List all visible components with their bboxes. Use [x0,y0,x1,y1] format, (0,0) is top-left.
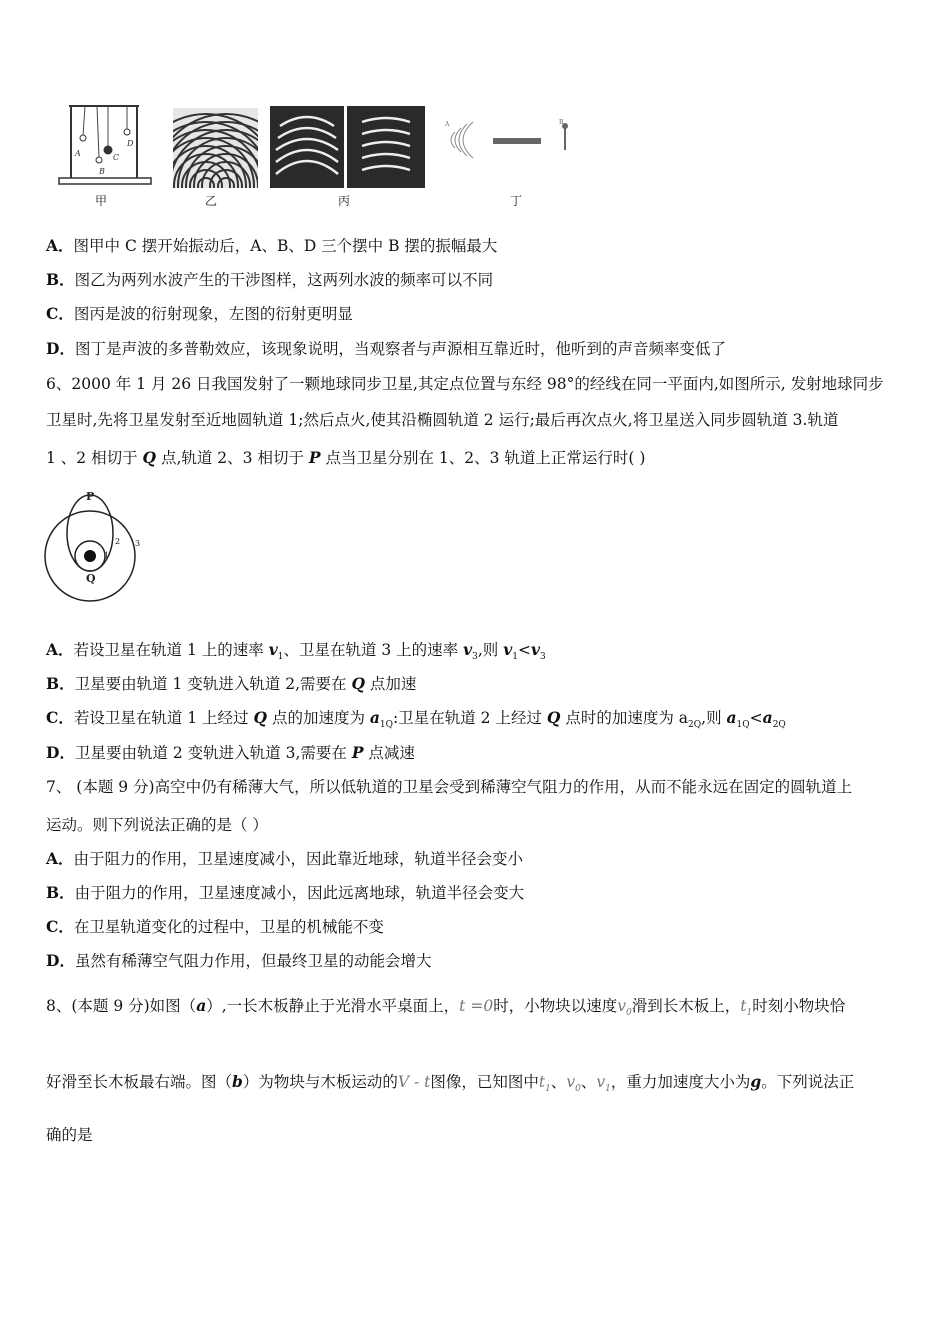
q7-option-c [46,917,384,937]
q5-option-d-text: 图丁是声波的多普勒效应，该现象说明，当观察者与声源相互靠近时，他听到的声音频率变低了 [74,340,726,358]
q8-v0: v [617,997,626,1015]
q6-option-b-text2: 点加速 [364,675,417,693]
q5-option-c-text: 图丙是波的衍射现象，左图的衍射更明显 [73,305,353,323]
caption-yi: 乙 [205,194,218,208]
q7-option-d [46,951,431,971]
q8-known-v0: v [566,1073,576,1091]
q6-option-a-text1: 若设卫星在轨道 1 上的速率 [73,641,269,659]
q8-g: g [750,1072,762,1091]
q8-l1e: 时刻小物块恰 [752,997,846,1015]
q5-option-b-label: B． [46,270,75,289]
doppler-figure [443,118,588,178]
pendulum-label-a: A [75,149,81,158]
orbit-label-1: 1 [104,551,110,560]
orbit-label-3: 3 [135,539,141,548]
q6-option-c-a2-sub: 2Q [688,720,702,731]
caption-jia: 甲 [95,194,108,208]
q7-option-c-label: C． [46,917,74,936]
q6-option-a-v1: v [268,640,278,659]
q6-option-c-q: Q [253,708,268,727]
q6-option-c-text4: 点时的加速度为 a [560,709,689,727]
q6-option-a-cmp-v1-sub: 1 [512,652,518,663]
figure-row [55,100,615,212]
q8-t0: t =0 [459,997,494,1015]
q7-option-d-label: D． [46,951,75,970]
pendulum-label-d: D [127,139,134,148]
q8-l2d: ，重力加速度大小为 [610,1073,751,1091]
q6-option-c-text1: 若设卫星在轨道 1 上经过 [73,709,254,727]
q5-option-c-label: C． [46,304,74,323]
q6-option-c-q2: Q [546,708,561,727]
q6-option-a-v3-sub: 3 [472,652,478,663]
q6-option-a-cmp-v3: v [530,640,540,659]
q6-point-q: Q [142,448,157,467]
q5-option-c [46,304,353,324]
diffraction-figure [270,106,425,188]
q6-option-c-cmp-a1: a [726,708,737,727]
q8-l1c: 时，小物块以速度 [493,997,618,1015]
caption-bing: 丙 [338,194,351,208]
q6-option-c-label: C． [46,708,74,727]
doppler-label-b: B [559,119,564,126]
q8-known-v1: v [596,1073,606,1091]
q6-option-a-text2: 、卫星在轨道 3 上的速率 [283,641,464,659]
q6-option-c-a1-sub: 1Q [379,720,394,731]
q7-option-a-label: A． [46,849,74,868]
q7-option-d-text: 虽然有稀薄空气阻力作用，但最终卫星的动能会增大 [74,952,432,970]
q6-line3-c: 点当卫星分别在 1、2、3 轨道上正常运行时( ) [320,449,646,467]
caption-ding: 丁 [510,194,523,208]
interference-figure [173,108,258,188]
orbit-diagram [42,486,152,611]
q6-stem-line3 [46,448,645,468]
q6-option-a-lt: < [517,641,531,659]
orbit-label-q: Q [86,572,96,585]
q7-option-b [46,883,524,903]
q6-option-c-text5: ,则 [701,709,727,727]
q6-option-c [46,708,786,735]
pendulum-figure [55,100,155,195]
q6-option-d-label: D． [46,743,75,762]
q6-option-d [46,743,415,763]
q6-line3-b: 点,轨道 2、3 相切于 [156,449,309,467]
doppler-label-a: A [445,121,450,128]
q6-option-b-label: B． [46,674,75,693]
q6-option-b [46,674,416,694]
q8-known-t1-sub: 1 [545,1084,551,1095]
q5-option-a-text: 图甲中 C 摆开始振动后，A、B、D 三个摆中 B 摆的振幅最大 [73,237,498,255]
q8-t1-sub: 1 [746,1008,753,1019]
q5-option-a-label: A． [46,236,74,255]
q6-option-c-cmp-a2-sub: 2Q [772,720,786,731]
q8-fig-b: b [232,1072,243,1091]
q8-known-t1: t [538,1073,546,1091]
q6-option-d-text2: 点减速 [363,744,415,762]
q6-option-c-cmp-a2: a [762,708,773,727]
q6-option-a-v1-sub: 1 [277,652,284,663]
q8-stem-line3: 确的是 [46,1126,93,1144]
q6-option-a-v3: v [463,640,473,659]
q8-l2a: 好滑至长木板最右端。图（ [46,1073,233,1091]
q6-line3-a: 1 、2 相切于 [46,449,143,467]
q7-option-a [46,849,523,869]
q8-t1: t [740,997,747,1015]
q6-option-c-cmp-a1-sub: 1Q [736,720,750,731]
q6-option-d-p: P [351,743,364,762]
q8-vt: V - t [397,1073,431,1091]
q8-l2e: 。下列说法正 [761,1073,855,1091]
orbit-label-p: P [86,490,95,503]
q8-sep2: 、 [580,1073,597,1091]
q5-option-a [46,236,497,256]
q6-option-d-text1: 卫星要由轨道 2 变轨进入轨道 3,需要在 [74,744,352,762]
q6-option-a-label: A． [46,640,74,659]
q5-option-d-label: D． [46,339,75,358]
q6-option-a-text3: ,则 [477,641,504,659]
q5-option-d [46,339,726,359]
q6-stem-line2: 卫星时,先将卫星发射至近地圆轨道 1;然后点火,使其沿椭圆轨道 2 运行;最后再次点火,将卫星送入同步圆轨道 3.轨道 [46,411,839,429]
q8-v0-sub: 0 [625,1008,632,1019]
q8-fig-a: a [196,996,207,1015]
orbit-label-2: 2 [115,537,121,546]
q8-known-v1-sub: 1 [605,1084,611,1095]
q8-l1b: ）,一长木板静止于光滑水平桌面上， [206,997,460,1015]
q5-option-b [46,270,493,290]
q8-known-v0-sub: 0 [575,1084,581,1095]
q8-stem-line1 [46,996,845,1023]
q7-stem-line1: 7、 (本题 9 分)高空中仍有稀薄大气，所以低轨道的卫星会受到稀薄空气阻力的作用，从而不能永远在固定的圆轨道上 [46,778,853,796]
q7-option-b-text: 由于阻力的作用，卫星速度减小，因此远离地球，轨道半径会变大 [74,884,525,902]
q6-option-c-a1: a [369,708,380,727]
q8-l2b: ）为物块与木板运动的 [242,1073,398,1091]
q6-option-a-cmp-v1: v [503,640,513,659]
q8-l1d: 滑到长木板上， [631,997,741,1015]
q6-option-b-q: Q [351,674,365,693]
q6-option-c-text2: 点的加速度为 [267,709,370,727]
q5-option-b-text: 图乙为两列水波产生的干涉图样，这两列水波的频率可以不同 [74,271,494,289]
q7-stem-line2: 运动。则下列说法正确的是（ ） [46,816,268,834]
q6-point-p: P [308,448,321,467]
q7-option-c-text: 在卫星轨道变化的过程中，卫星的机械能不变 [73,918,384,936]
q6-option-b-text1: 卫星要由轨道 1 变轨进入轨道 2,需要在 [74,675,352,693]
q7-option-b-label: B． [46,883,75,902]
q6-option-a [46,640,546,667]
pendulum-label-c: C [113,153,120,162]
q7-option-a-text: 由于阻力的作用，卫星速度减小，因此靠近地球，轨道半径会变小 [73,850,524,868]
q6-option-c-lt: < [749,709,763,727]
q8-stem-line2 [46,1072,854,1099]
q8-l1a: 8、(本题 9 分)如图（ [46,997,197,1015]
q6-option-c-text3: :卫星在轨道 2 上经过 [393,709,547,727]
q8-sep1: 、 [550,1073,567,1091]
q6-stem-line1: 6、2000 年 1 月 26 日我国发射了一颗地球同步卫星,其定点位置与东经 98°的经线在同一平面内,如图所示, 发射地球同步 [46,375,884,393]
q8-l2c: 图像，已知图中 [430,1073,539,1091]
q6-option-a-cmp-v3-sub: 3 [539,652,546,663]
pendulum-label-b: B [99,167,105,176]
